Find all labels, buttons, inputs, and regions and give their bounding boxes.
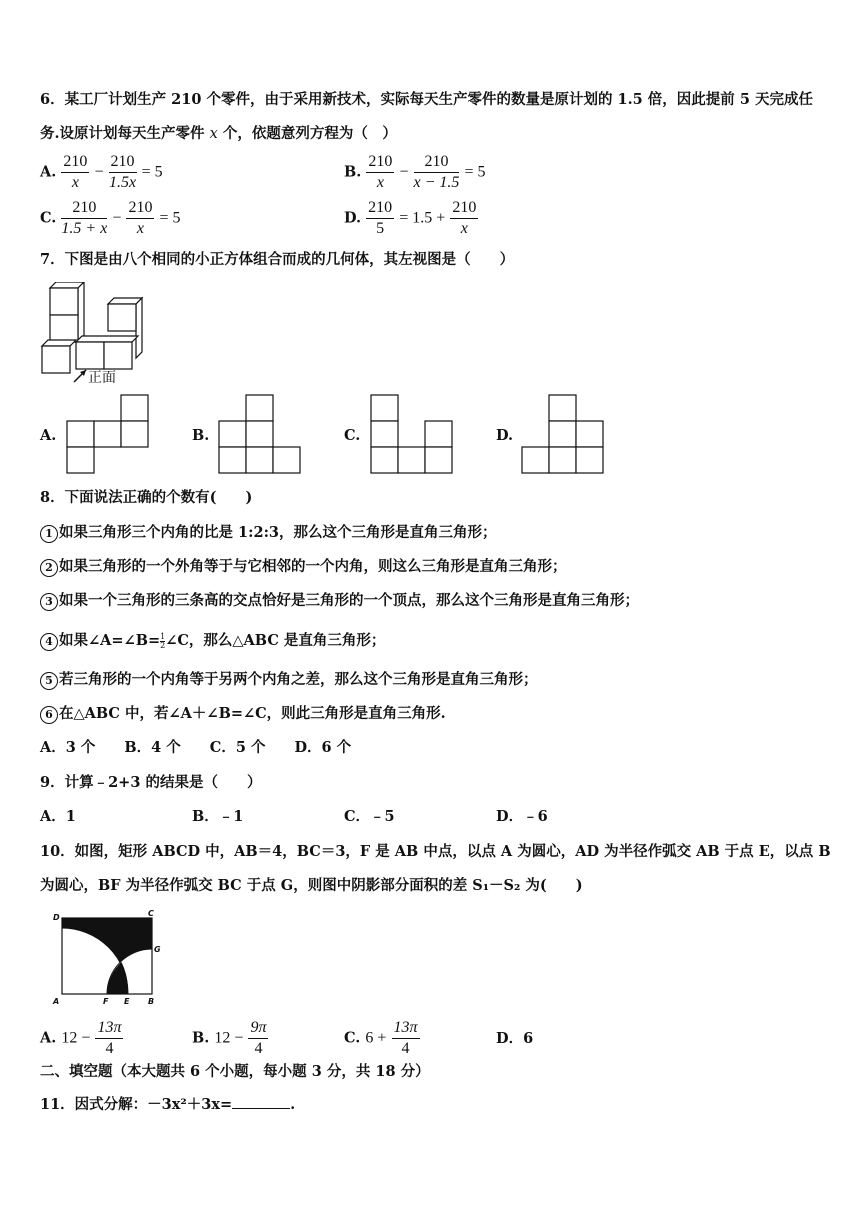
q9-option-d[interactable]: D．﹣6 bbox=[496, 808, 548, 825]
q9-option-c[interactable]: C．﹣5 bbox=[344, 808, 395, 825]
q8-item-4: 4 如果∠A=∠B= $\frac{1}{2}\angle C$，那么△ABC 是直角三角形； bbox=[40, 631, 385, 651]
q6-option-c[interactable]: C. $\frac{210}{1.5 + x}$ − $\frac{210}{x}$ = 5 bbox=[40, 199, 181, 237]
q9-option-b[interactable]: B．﹣1 bbox=[192, 808, 244, 825]
q8-item-5: 5 若三角形的一个内角等于另两个内角之差，那么这个三角形是直角三角形； bbox=[40, 670, 538, 690]
q6-option-a[interactable]: A. $\frac{210}{x}$ − $\frac{210}{1.5x}$ = 5 bbox=[40, 153, 163, 191]
q10-rectangle-figure bbox=[44, 910, 168, 1010]
q8-item-6: 6 在△ABC 中，若∠A＋∠B=∠C，则此三角形是直角三角形. bbox=[40, 704, 446, 724]
label-f: F bbox=[103, 997, 109, 1006]
q7-option-b-figure bbox=[218, 394, 302, 476]
label-b: B bbox=[148, 997, 155, 1006]
q8-item-3: 3 如果一个三角形的三条高的交点恰好是三角形的一个顶点，那么这个三角形是直角三角形； bbox=[40, 591, 639, 611]
q10-stem-line1: 10．如图，矩形 ABCD 中，AB＝4，BC＝3，F 是 AB 中点，以点 A 为圆心，AD 为半径作弧交 AB 于点 E，以点 B bbox=[40, 843, 831, 860]
q7-option-a-figure bbox=[66, 394, 152, 476]
q10-option-c[interactable]: C. 6 + $\frac{13\pi}{4}$ bbox=[344, 1019, 418, 1057]
q7-option-d-label[interactable]: D. bbox=[496, 427, 514, 444]
q10-option-a[interactable]: A. 12 − $\frac{13\pi}{4}$ bbox=[40, 1019, 122, 1057]
q8-stem: 8．下面说法正确的个数有( ) bbox=[40, 489, 253, 506]
q9-stem: 9．计算﹣2+3 的结果是（ ） bbox=[40, 774, 262, 791]
q10-option-d[interactable]: D．6 bbox=[496, 1030, 534, 1047]
label-d: D bbox=[53, 913, 60, 922]
q6-stem-line1: 6．某工厂计划生产 210 个零件，由于采用新技术，实际每天生产零件的数量是原计划的 1.5 倍，因此提前 5 天完成任 bbox=[40, 91, 813, 108]
q7-front-label: 正面 bbox=[88, 370, 116, 386]
q8-answers[interactable]: A．3 个 B．4 个 C．5 个 D．6 个 bbox=[40, 739, 352, 756]
q7-option-a-label[interactable]: A. bbox=[40, 427, 57, 444]
q7-option-b-label[interactable]: B. bbox=[192, 427, 210, 444]
q9-option-a[interactable]: A．1 bbox=[40, 808, 76, 825]
q7-option-c-label[interactable]: C. bbox=[344, 427, 361, 444]
q8-item-1: 1 如果三角形三个内角的比是 1:2:3，那么这个三角形是直角三角形； bbox=[40, 523, 497, 543]
q11-stem: 11．因式分解：－3x²＋3x= . bbox=[40, 1096, 296, 1113]
label-a: A bbox=[53, 997, 60, 1006]
label-g: G bbox=[154, 945, 161, 954]
q10-option-b[interactable]: B. 12 − $\frac{9\pi}{4}$ bbox=[192, 1019, 267, 1057]
q10-stem-line2: 为圆心，BF 为半径作弧交 BC 于点 G，则图中阴影部分面积的差 S₁－S₂ 为( ) bbox=[40, 877, 583, 894]
section-2-heading: 二、填空题（本大题共 6 个小题，每小题 3 分，共 18 分） bbox=[40, 1063, 430, 1080]
q11-answer-blank[interactable] bbox=[232, 1094, 290, 1109]
q8-item-2: 2 如果三角形的一个外角等于与它相邻的一个内角，则这么三角形是直角三角形； bbox=[40, 557, 567, 577]
q6-option-b[interactable]: B. $\frac{210}{x}$ − $\frac{210}{x - 1.5}$ = 5 bbox=[344, 153, 486, 191]
q7-option-d-figure bbox=[521, 394, 607, 476]
label-c: C bbox=[148, 910, 154, 918]
q6-option-d[interactable]: D. $\frac{210}{5}$ = 1.5 + $\frac{210}{x}$ bbox=[344, 199, 477, 237]
label-e: E bbox=[124, 997, 130, 1006]
q6-stem-line2: 务.设原计划每天生产零件 x 个，依题意列方程为（ ） bbox=[40, 125, 397, 142]
q7-stem: 7．下图是由八个相同的小正方体组合而成的几何体，其左视图是（ ） bbox=[40, 251, 515, 268]
q7-option-c-figure bbox=[370, 394, 456, 476]
